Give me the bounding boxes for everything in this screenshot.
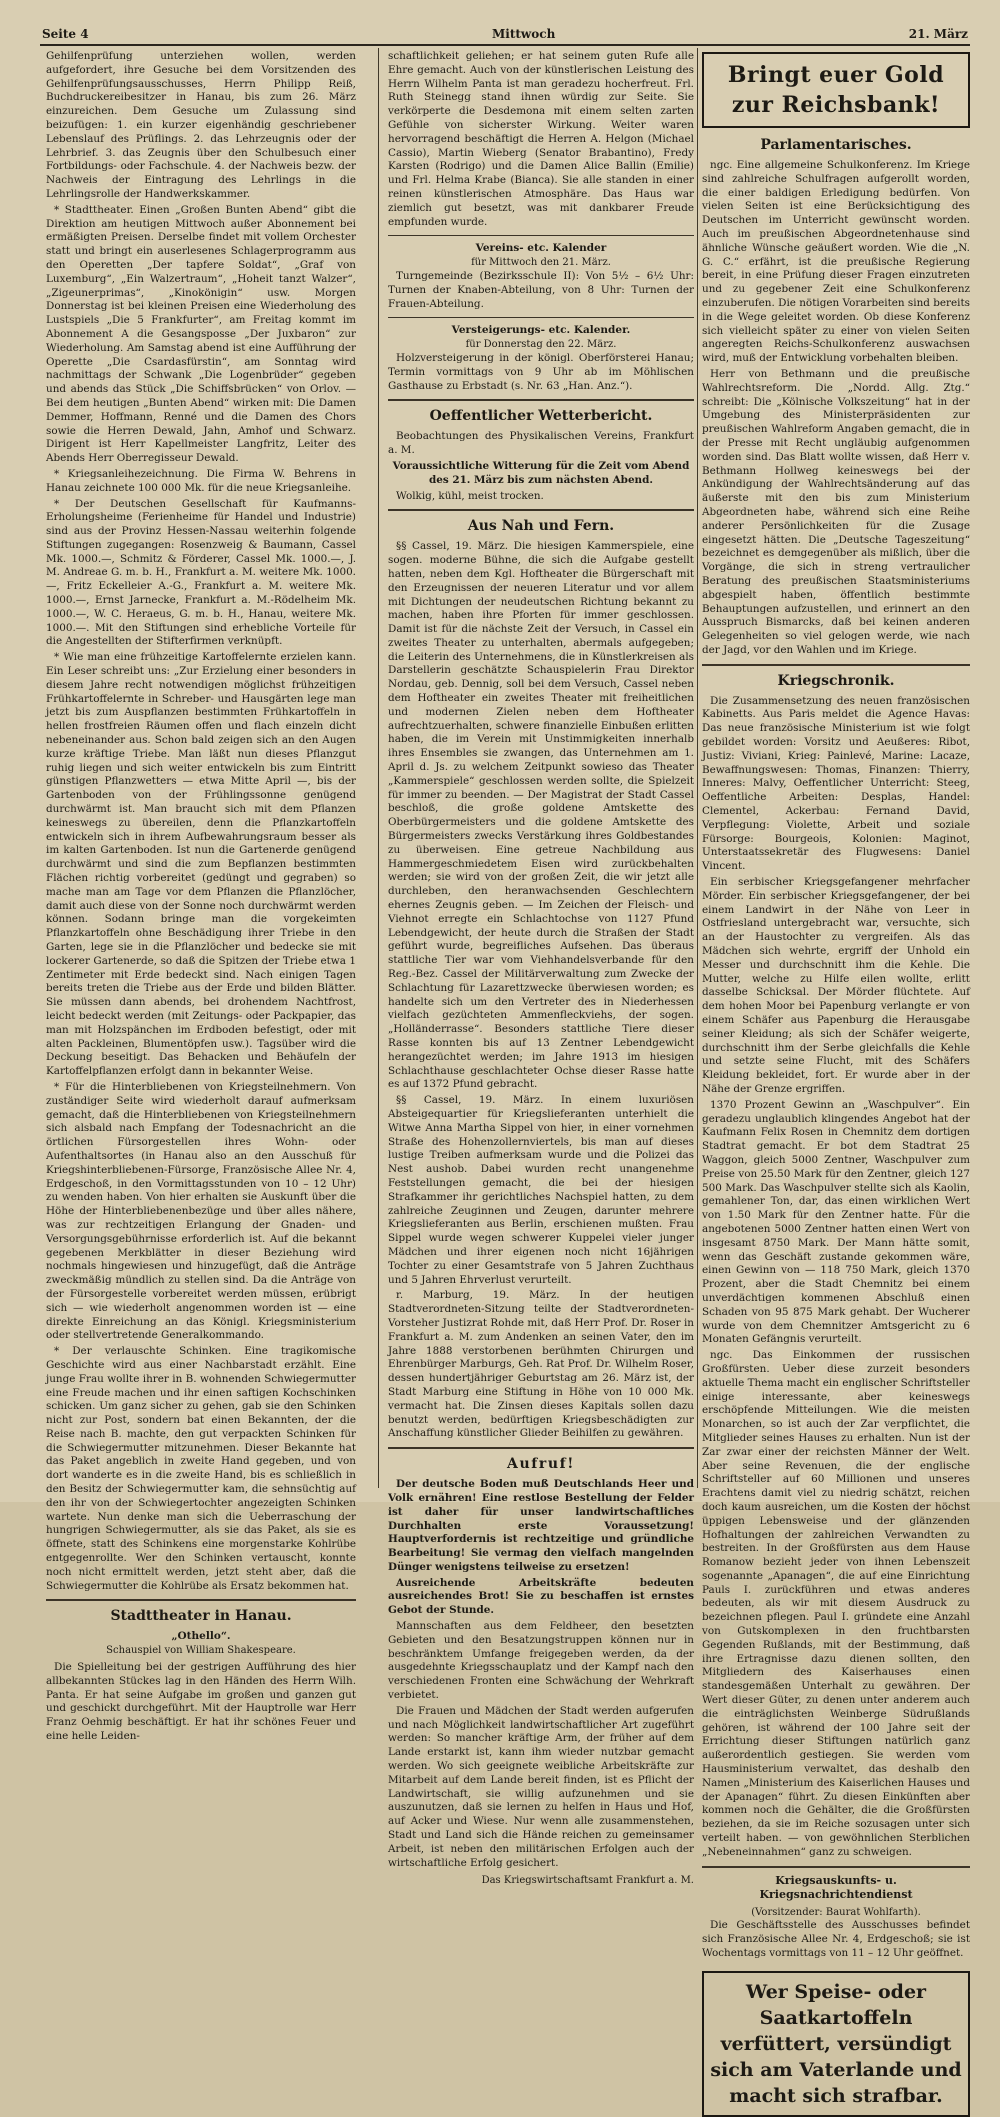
weather-forecast: Wolkig, kühl, meist trocken. [396, 489, 544, 502]
section-rule [388, 317, 694, 318]
versteigerungs-kalender-date: für Donnerstag den 22. März. [465, 339, 617, 351]
section-rule [388, 235, 694, 236]
section-rule [388, 399, 694, 401]
vereins-kalender-heading: Vereins- etc. Kalender [475, 242, 607, 255]
aufruf-signature: Das Kriegswirtschaftsamt Frankfurt a. M. [481, 1875, 694, 1887]
aufruf-paragraph-3: Mannschaften aus dem Feldheer, den besetzten Gebieten und den Besatzungstruppen können nur in beschränktem Umfange freigegeben werden, da der ausgedehnte Kriegsschauplatz und der Kampf nach den verschiedenen Fronten eine Schwächung der Wehrkraft verbietet. [388, 1620, 694, 1702]
kriegschronik-heading: Kriegschronik. [777, 672, 895, 689]
theater-review-continuation: schaftlichkeit geliehen; er hat seinem guten Rufe alle Ehre gemacht. Auch von der künstlerischen Leistung des Herrn Wilhelm Panta ist man geradezu hocherfreut. Frl. Ruth Steinegg stand ihnen würdig zur Seite. Sie verkörperte die Desdemona mit einem selten zarten Gefühle von sicherster Wirkung. Weiter waren hervorragend beschäftigt die Herren A. Helgon (Michael Cassio), Martin Wieberg (Senator Brabantino), Fredy Karsten (Rodrigo) und die Damen Alice Ballin (Emilie) und Frl. Helma Krabe (Bianca). Sie alle standen in einer reinen künstlerischen Atmosphäre. Das Haus war ziemlich gut besetzt, was mit dankbarer Freude empfunden wurde. [388, 50, 694, 228]
aufruf-heading: Aufruf! [507, 1456, 575, 1473]
article-stadttheater-note: * Stadttheater. Einen „Großen Bunten Abend“ gibt die Direktion am heutigen Mittwoch außer Abonnement bei ermäßigten Preisen. Derselbe findet mit vollem Orchester statt und bringt ein auserlesenes Schlagerprogramm aus den Operetten „Der tapfere Soldat“, „Graf von Luxemburg“, „Ein Walzertraum“, „Hoheit tanzt Walzer“, „Zigeunerprimas“, „Kinokönigin“ usw. Morgen Donnerstag ist bei kleinen Preisen eine Wiederholung des Lustspiels „Die 5 Frankfurter“, am Freitag kommt im Abonnement A die Gesangsposse „Der Juxbaron“ zur Wiederholung. Am Samstag abend ist eine Aufführung der Operette „Die Csardasfürstin“, am Sonntag wird nachmittags der Schwank „Die Logenbrüder“ gegeben und abends das Stück „Die Schiffsbrücken“ von Orlov. — Bei dem heutigen „Bunten Abend“ wirken mit: Die Damen Demmer, Hoffmann, Renné und die Damen des Chors sowie die Herren Dewald, Jahn, Amhof und Schwarz. Dirigent ist Herr Kapellmeister Langfritz, Leiter des Abends Herr Oberregisseur Dewald. [46, 203, 356, 465]
section-rule [702, 1866, 970, 1868]
parlamentarisches-heading: Parlamentarisches. [760, 137, 912, 153]
versteigerungs-kalender-heading: Versteigerungs- etc. Kalender. [451, 324, 631, 337]
versteigerungs-kalender-body: Holzversteigerung in der königl. Oberförsterei Hanau; Termin vormittags von 9 Uhr ab im Möhlischen Gasthause zu Erbstadt (s. Nr. 63 „Han. Anz.“). [388, 351, 694, 392]
theater-review-heading: Stadttheater in Hanau. [110, 1608, 292, 1625]
article-kriegsanleihe: * Kriegsanleihezeichnung. Die Firma W. Behrens in Hanau zeichnete 100 000 Mk. für die neue Kriegsanleihe. [46, 467, 356, 494]
article-erholungsheime: * Der Deutschen Gesellschaft für Kaufmanns-Erholungsheime (Ferienheime für Handel und Industrie) sind aus der Provinz Hessen-Nassau weiterhin folgende Stiftungen zugegangen: Rosenzweig & Baumann, Cassel Mk. 1000.—, Schmitz & Förderer, Cassel Mk. 1000.—, J. M. Andreae G. m. b. H., Frankfurt a. M. weitere Mk. 1000.—, Fritz Eckelleier A.-G., Frankfurt a. M. weitere Mk. 1000.—, Ernst Jarnecke, Frankfurt a. M.-Rödelheim Mk. 1000.—, W. C. Heraeus, G. m. b. H., Hanau, weitere Mk. 1000.—. Mit den Stiftungen sind erhebliche Vorteile für die Angestellten der Stifterfirmen verknüpft. [46, 497, 356, 648]
nah-und-fern-heading: Aus Nah und Fern. [467, 518, 615, 535]
article-kartoffelernte: * Wie man eine frühzeitige Kartoffelernte erzielen kann. Ein Leser schreibt uns: „Zur Erzielung einer besonders in diesem Jahre recht notwendigen möglichst frühzeitigen Frühkartoffelernte in Schreber- und Hausgärten lege man jetzt bis zum Auspflanzen bestimmten Frühkartoffeln in hellen frostfreien Räumen offen und flach einzeln dicht nebeneinander aus. Schon bald zeigen sich an den Augen kurze kräftige Triebe. Man läßt nun dieses Pflanzgut ruhig liegen und sich weiter entwickeln bis zum Eintritt günstigen Pflanzwetters — etwa Mitte April —, bis der Gartenboden von der Frühlingssonne genügend durchwärmt ist. Man braucht sich mit dem Pflanzen keineswegs zu übereilen, denn die Pflanzkartoffeln entwickeln sich in ihrem Aufbewahrungsraum besser als im kalten Gartenboden. Ist nun die Gartenerde genügend durchwärmt und sind die zum Bepflanzen bestimmten Flächen richtig vorbereitet (gedüngt und gegraben) so mache man am Tage vor dem Pflanzen die Pflanzlöcher, damit auch diese von der Sonne noch durchwärmt werden können. Sodann bringe man die vorgekeimten Pflanzkartoffeln ohne Beschädigung ihrer Triebe in den Garten, lege sie in die Pflanzlöcher und bedecke sie mit lockerer Gartenerde, so daß die Spitzen der Triebe etwa 1 Zentimeter mit Erde bedeckt sind. Nach einigen Tagen bereits treten die Triebe aus der Erde und bilden Blätter. Sie müssen dann abends, bei drohendem Nachtfrost, leicht bedeckt werden (mit Zeitungs- oder Packpapier, das man mit Holzspänchen im Erdboden befestigt, oder mit alten Packleinen, Blumentöpfen usw.). Tagsüber wird die Deckung beseitigt. Das Behacken und Behäufeln der Kartoffelpflanzen erfolgt dann in bekannter Weise. [46, 651, 356, 1078]
column-2 [388, 50, 694, 1887]
theater-review-title: „Othello“. [171, 1630, 231, 1643]
article-marburg: r. Marburg, 19. März. In der heutigen Stadtverordneten-Sitzung teilte der Stadtverordneten-Vorsteher Justizrat Rohde mit, daß Herr Prof. Dr. Roser in Frankfurt a. M. zum Andenken an seinen Vater, den im Jahre 1888 verstorbenen berühmten Chirurgen und Ehrenbürger Marburgs, Geh. Rat Prof. Dr. Wilhelm Roser, dessen hundertjähriger Geburtstag am 26. März ist, der Stadt Marburg eine Stiftung in Höhe von 10 000 Mk. vermacht hat. Die Zinsen dieses Kapitals sollen dazu benutzt werden, bedürftigen Kriegsbeschädigten zur Anschaffung künstlicher Glieder Beihilfen zu gewähren. [388, 1289, 694, 1440]
weather-heading: Oeffentlicher Wetterbericht. [429, 408, 653, 425]
column-3 [702, 50, 970, 2107]
column-divider [378, 48, 379, 1488]
vereins-kalender-date: für Mittwoch den 21. März. [471, 257, 611, 269]
running-header [40, 24, 970, 44]
kriegsauskunft-body: Die Geschäftsstelle des Ausschusses befindet sich Französische Allee Nr. 4, Erdgeschoß; sie ist Wochentags vormittags von 11 – 12 Uhr geöffnet. [702, 1919, 970, 1960]
section-rule [702, 664, 970, 666]
vereins-kalender-body: Turngemeinde (Bezirksschule II): Von 5½ – 6½ Uhr: Turnen der Knaben-Abteilung, von 8 Uhr: Turnen der Frauen-Abteilung. [388, 269, 694, 310]
column-1 [46, 50, 356, 1743]
article-hinterbliebene: * Für die Hinterbliebenen von Kriegsteilnehmern. Von zuständiger Seite wird wiederholt darauf aufmerksam gemacht, daß die Hinterbliebenen von Kriegsteilnehmern sich alsbald nach Empfang der Todesnachricht an die örtlichen Fürsorgestellen ihres Wohn- oder Aufenthaltsortes (in Hanau also an den Ausschuß für Kriegshinterbliebenen-Fürsorge, Französische Allee Nr. 4, Erdgeschoß, in den Vormittagsstunden von 10 – 12 Uhr) zu wenden haben. Von hier erhalten sie Auskunft über die Höhe der Hinterbliebenenbezüge und über alles nähere, was zur rechtzeitigen Erlangung der Gnaden- und Versorgungsgebührnisse erforderlich ist. Auf die bekannt gegebenen Merkblätter in dieser Beziehung wird nochmals hingewiesen und hinzugefügt, daß die Anträge zweckmäßig mündlich zu stellen sind. Da die Anträge von der Fürsorgestelle vorbereitet werden müssen, erübrigt sich — wie wiederholt angenommen worden ist — eine direkte Einreichung an das Königl. Kriegsministerium oder stellvertretende Generalkommando. [46, 1080, 356, 1342]
section-rule [388, 509, 694, 511]
aufruf-paragraph-4: Die Frauen und Mädchen der Stadt werden aufgerufen und nach Möglichkeit landwirtschaftlicher Art zugeführt werden: So mancher kräftige Arm, der früher auf dem Lande erstarkt ist, kann ihm wieder nutzbar gemacht werden. Wo sich geeignete weibliche Arbeitskräfte zur Mitarbeit auf dem Lande bereit finden, ist es Pflicht der Landwirtschaft, sie willig aufzunehmen und sie auszunutzen, daß sie lernen zu helfen in Haus und Hof, auf Acker und Wiese. Nur wenn alle zusammenstehen, Stadt und Land sich die Hände reichen zu gemeinsamer Arbeit, ist neben den militärischen Erfolgen auch der wirtschaftliche Erfolg gesichert. [388, 1704, 694, 1869]
article-continuation: Gehilfenprüfung unterziehen wollen, werden aufgefordert, ihre Gesuche bei dem Vorsitzenden des Gehilfenprüfungsausschusses, Herrn Philipp Reiß, Buchdruckereibesitzer in Hanau, bis zum 26. März einzureichen. Dem Gesuche um Zulassung sind beizufügen: 1. ein kurzer eigenhändig geschriebener Lebenslauf des Prüflings. 2. das Lehrzeugnis oder der Lehrbrief. 3. das Zeugnis über den Schulbesuch einer Fortbildungs- oder Fachschule. 4. der Nachweis bezw. der Nachweis der Eintragung des Lehrlings in die Lehrlingsrolle der Handwerkskammer. [46, 50, 356, 200]
article-grossfuersten: ngc. Das Einkommen der russischen Großfürsten. Ueber diese zurzeit besonders aktuelle Thema macht ein englischer Schriftsteller einige interessante, aber keineswegs erschöpfende Mitteilungen. Wie die meisten Monarchen, so ist auch der Zar verpflichtet, die Mitglieder seines Hauses zu erhalten. Nun ist der Zar zwar einer der reichsten Männer der Welt. Aber seine Revenuen, die der englische Schriftsteller auf 60 Millionen und unseres Erachtens damit viel zu niedrig schätzt, reichen doch kaum ausreichen, um die Kosten der höchst üppigen Lebensweise und der glänzenden Hofhaltungen der zahlreichen Verwandten zu bestreiten. In der Großfürsten aus dem Hause Romanow bezieht jeder von ihnen Lebenszeit sogenannte „Apanagen“, die auf eine Einrichtung Pauls I. zurückführen und etwas anderes bedeuten, als wir mit diesem Ausdruck zu bezeichnen pflegen. Paul I. gründete eine Anzahl von Gutskomplexen in den fruchtbarsten Gegenden Rußlands, mit der Bestimmung, daß ihre Ertragnisse dazu dienen sollten, den Mitgliedern des Kaiserhauses einen standesgemäßen Unterhalt zu gewähren. Der Wert dieser Güter, zu denen unter anderem auch die einträglichsten Weinberge Südrußlands gehören, ist während der 100 Jahre seit der Errichtung dieser Stiftungen natürlich ganz außerordentlich gestiegen. Sie werden vom Hausministerium verwaltet, das deshalb den Namen „Ministerium des Kaiserlichen Hauses und der Apanagen“ führt. Zu diesen Einkünften aber kommen noch die Gehälter, die die Großfürsten beziehen, da sie im Reiche sozusagen unter sich verteilt haben. — von gewöhnlichen Sterblichen „Nebeneinnahmen“ ganz zu schweigen. [702, 1349, 970, 1858]
article-waschpulver: 1370 Prozent Gewinn an „Waschpulver“. Ein geradezu unglaublich klingendes Angebot hat der Kaufmann Felix Rosen in Chemnitz dem dortigen Stadtrat gemacht. Er bot dem Stadtrat 25 Waggon, gleich 5000 Zentner, Waschpulver zum Preise von 25.50 Mark für den Zentner, gleich 127 500 Mark. Das Waschpulver stellte sich als Kaolin, gemahlener Ton, dar, das einen wirklichen Wert von 1.50 Mark für den Zentner hatte. Für die angebotenen 5000 Zentner hatten einen Wert von insgesamt 8750 Mark. Der Mann hätte somit, wenn das Geschäft zustande gekommen wäre, einen Gewinn von — 118 750 Mark, gleich 1370 Prozent, aber die Stadt Chemnitz bei einem unverdächtigen kommenen Abschluß einen Schaden von 95 875 Mark gehabt. Der Wucherer wurde von dem Chemnitzer Amtsgericht zu 6 Monaten Gefängnis verurteilt. [702, 1098, 970, 1346]
article-schulkonferenz: ngc. Eine allgemeine Schulkonferenz. Im Kriege sind zahlreiche Schulfragen aufgerollt worden, die einer baldigen Erledigung bedürfen. Von vielen Seiten ist eine Berücksichtigung des Deutschen im Unterricht gewünscht worden. Auch im preußischen Abgeordnetenhause sind ähnliche Wünsche geäußert worden. Wie die „N. G. C.“ erfährt, ist die preußische Regierung bereit, in eine Prüfung dieser Fragen einzutreten und zu gegebener Zeit eine Schulkonferenz einzuberufen. Die nötigen Vorarbeiten sind bereits in die Wege geleitet worden. Ob diese Konferenz sich vielleicht später zu einer von vielen Seiten angeregten Reichs-Schulkonferenz auswachsen wird, muß der Entwicklung vorbehalten bleiben. [702, 159, 970, 365]
kriegsauskunft-chair: (Vorsitzender: Baurat Wohlfarth). [751, 1906, 921, 1918]
theater-review-body: Die Spielleitung bei der gestrigen Aufführung des hier allbekannten Stückes lag in den Händen des Herrn Wilh. Panta. Er hat seine Aufgabe im großen und ganzen gut und geschickt durchgeführt. Mit der Hauptrolle war Herr Franz Oehmig beschäftigt. Er hat ihr schönes Feuer und eine helle Leiden- [46, 1661, 356, 1743]
gold-appeal-box: Bringt euer Gold zur Reichsbank! [702, 52, 970, 128]
aufruf-paragraph-2: Ausreichende Arbeitskräfte bedeuten ausreichendes Brot! Sie zu beschaffen ist ernstes Gebot der Stunde. [388, 1576, 694, 1617]
weather-forecast-title: Voraussichtliche Witterung für die Zeit vom Abend des 21. März bis zum nächsten Abend. [392, 459, 690, 486]
header-rule [40, 44, 970, 46]
aufruf-paragraph-1: Der deutsche Boden muß Deutschlands Heer und Volk ernähren! Eine restlose Bestellung der Felder ist daher für unser landwirtschaftliches Durchhalten erste Voraussetzung! Hauptverfordernis ist rechtzeitige und gründliche Bearbeitung! Sie vermag den vielfach mangelnden Dünger wenigstens teilweise zu ersetzen! [388, 1478, 694, 1573]
section-rule [388, 1447, 694, 1449]
kartoffel-warning-box: Wer Speise- oder Saatkartoffeln verfüttert, versündigt sich am Vaterlande und macht sich strafbar. [702, 1971, 970, 2117]
article-cassel-kammerspiele: §§ Cassel, 19. März. Die hiesigen Kammerspiele, eine sogen. moderne Bühne, die sich die Aufgabe gestellt hatten, neben dem Kgl. Hoftheater die Bürgerschaft mit den Erzeugnissen der neueren Literatur und vor allem mit Dichtungen der neudeutschen Richtung bekannt zu machen, haben ihre Pforten für immer geschlossen. Damit ist für die nächste Zeit der Versuch, in Cassel ein zweites Theater zu unterhalten, abermals aufgegeben; die Leiterin des Unternehmens, die in Künstlerkreisen als Darstellerin geschätzte Schauspielerin Frau Direktor Nordau, geb. Dennig, soll bei dem Versuch, Cassel neben dem Hoftheater ein zweites Theater mit freiheitlichen und modernen Zielen neben dem Hoftheater aufrechtzuerhalten, schwere finanzielle Einbußen erlitten haben, die im Verein mit Unstimmigkeiten innerhalb ihres Ensembles sie zwangen, das Unternehmen am 1. April d. Js. zu welchem Zeitpunkt sowieso das Theater „Kammerspiele“ geschlossen werden sollte, die Spielzeit für immer zu beenden. — Der Magistrat der Stadt Cassel beschloß, die große goldene Amtskette des Oberbürgermeisters und die goldene Amtskette des Bürgermeisters zwecks Verstärkung ihres Goldbestandes zu überweisen. Eine getreue Nachbildung aus Hammergeschmiedetem Eisen wird zurückbehalten werden; sie wird von der großen Zeit, die wir jetzt alle durchleben, den heranwachsenden Geschlechtern ehernes Zeugnis geben. — Im Zeichen der Fleisch- und Viehnot erregte ein Schlachtochse von 1127 Pfund Lebendgewicht, der heute durch die Straßen der Stadt geführt wurde, begreifliches Aufsehen. Das überaus stattliche Tier war vom Viehhandelsverbande für den Reg.-Bez. Cassel der Militärverwaltung zum Zwecke der Schlachtung für Lazarettzwecke überwiesen worden; es handelte sich um den Vertreter des in Niederhessen vielfach gezüchteten Ammenfleckviehs, der sogen. „Holländerrasse“. Besonders stattliche Tiere dieser Rasse konnten bis auf 13 Zentner Lebendgewicht herangezüchtet werden; im Jahre 1913 im hiesigen Schlachthause geschlachteter Ochse dieser Rasse hatte es auf 1372 Pfund gebracht. [388, 540, 694, 1091]
article-schinken: * Der verlauschte Schinken. Eine tragikomische Geschichte wird aus einer Nachbarstadt erzählt. Eine junge Frau wollte ihrer in B. wohnenden Schwiegermutter eine Freude machen und ihr einen saftigen Kochschinken schicken. Um ganz sicher zu gehen, gab sie den Schinken nicht zur Post, sondern bat einen Bekannten, der die Reise nach B. machte, den gut verpackten Schinken für die Schwiegermutter mitzunehmen. Dieser Bekannte hat das Paket angeblich in zweite Hand gegeben, und von dort wanderte es in die zweite Hand, bis es schließlich in den Besitz der Schwiegermutter kam, die sehnsüchtig auf den ihr von der Schwiegertochter angezeigten Schinken wartete. Nun denke man sich die Ueberraschung der hungrigen Schwiegermutter, als sie das Paket, als sie es öffnete, statt des Schinkens eine morgenstarke Kohlrübe entgegenrollte. Wer den Schinken vertauscht, konnte noch nicht ermittelt werden, jetzt steht aber, daß die Schwiegermutter die Kohlrübe als Ersatz bekommen hat. [46, 1345, 356, 1592]
section-rule [46, 1599, 356, 1601]
page-number: Seite 4 [42, 27, 89, 41]
issue-date: 21. März [908, 27, 968, 41]
article-bethmann: Herr von Bethmann und die preußische Wahlrechtsreform. Die „Nordd. Allg. Ztg.“ schreibt: Die „Kölnische Volkszeitung“ hat in der Umgebung des Ministerpräsidenten zur preußischen Wahlreform Angaben gemacht, die in der Presse mit Recht ungläubig aufgenommen worden sind. Das Blatt wollte wissen, daß Herr v. Bethmann Hollweg keineswegs bei der Ankündigung der Wahlrechtsänderung auf das äußerste mit den bis zum Ministerium Abgeordneten habe, während sich eine Reihe anderer Persönlichkeiten für die Zusage eingesetzt hätten. Die „Deutsche Tageszeitung“ bezeichnet es demgegenüber als mißlich, über die Vorgänge, die sich in streng vertraulicher Beratung des preußischen Staatsministeriums abgespielt haben, öffentlich bestimmte Behauptungen aufzustellen, und erinnert an den Ausspruch Bismarcks, daß bei keinen anderen Gelegenheiten so viel gelogen werde, wie nach der Jagd, vor den Wahlen und im Kriege. [702, 367, 970, 656]
weather-source: Beobachtungen des Physikalischen Vereins, Frankfurt a. M. [388, 430, 694, 457]
article-serbischer-moerder: Ein serbischer Kriegsgefangener mehrfacher Mörder. Ein serbischer Kriegsgefangener, der bei einem Landwirt in der Nähe von Leer in Ostfriesland untergebracht war, versuchte, sich an der Haustochter zu vergreifen. Als das Mädchen sich wehrte, ergriff der Unhold ein Messer und durchschnitt ihm die Kehle. Die Mutter, welche zu Hilfe eilen wollte, erlitt dasselbe Schicksal. Der Mörder flüchtete. Auf dem hohen Moor bei Papenburg verlangte er von einem Schäfer aus Papenburg die Herausgabe seiner Kleidung; als sich der Schäfer weigerte, durchschnitt ihm der Serbe gleichfalls die Kehle und setzte seine Flucht, mit des Schäfers Kleidung bekleidet, fort. Er wurde aber in der Nähe der Grenze ergriffen. [702, 876, 970, 1095]
article-kabinett: Die Zusammensetzung des neuen französischen Kabinetts. Aus Paris meldet die Agence Havas: Das neue französische Ministerium ist wie folgt gebildet worden: Vorsitz und Aeußeres: Ribot, Justiz: Viviani, Krieg: Painlevé, Marine: Lacaze, Bewaffnungswesen: Thomas, Finanzen: Thierry, Inneres: Malvy, Oeffentlicher Unterricht: Steeg, Oeffentliche Arbeiten: Desplas, Handel: Clementel, Ackerbau: Fernand David, Verpflegung: Violette, Arbeit und soziale Fürsorge: Bourgeois, Kolonien: Maginot, Unterstaatssekretär des Flugwesens: Daniel Vincent. [702, 694, 970, 873]
column-divider [697, 48, 698, 1488]
article-cassel-sippel: §§ Cassel, 19. März. In einem luxuriösen Absteigequartier für Kriegslieferanten unterhielt die Witwe Anna Martha Sippel von hier, in einer vornehmen Straße des Hohenzollernviertels, bis man auf dieses lustige Treiben aufmerksam wurde und die Polizei das Nest aushob. Dabei wurden recht unangenehme Feststellungen gemacht, die bei der hiesigen Strafkammer ihr gerichtliches Nachspiel hatten, zu dem zahlreiche Zeuginnen und Zeugen, darunter mehrere Kriegslieferanten aus Berlin, erschienen mußten. Frau Sippel wurde wegen schwerer Kuppelei vieler junger Mädchen und ihrer eigenen noch nicht 16jährigen Tochter zu einer Gesamtstrafe von 5 Jahren Zuchthaus und 5 Jahren Ehrverlust verurteilt. [388, 1094, 694, 1286]
weekday: Mittwoch [492, 27, 556, 41]
kriegsauskunft-heading: Kriegsauskunfts- u. Kriegsnachrichtendienst [759, 1873, 913, 1901]
theater-review-subtitle: Schauspiel von William Shakespeare. [106, 1645, 296, 1657]
